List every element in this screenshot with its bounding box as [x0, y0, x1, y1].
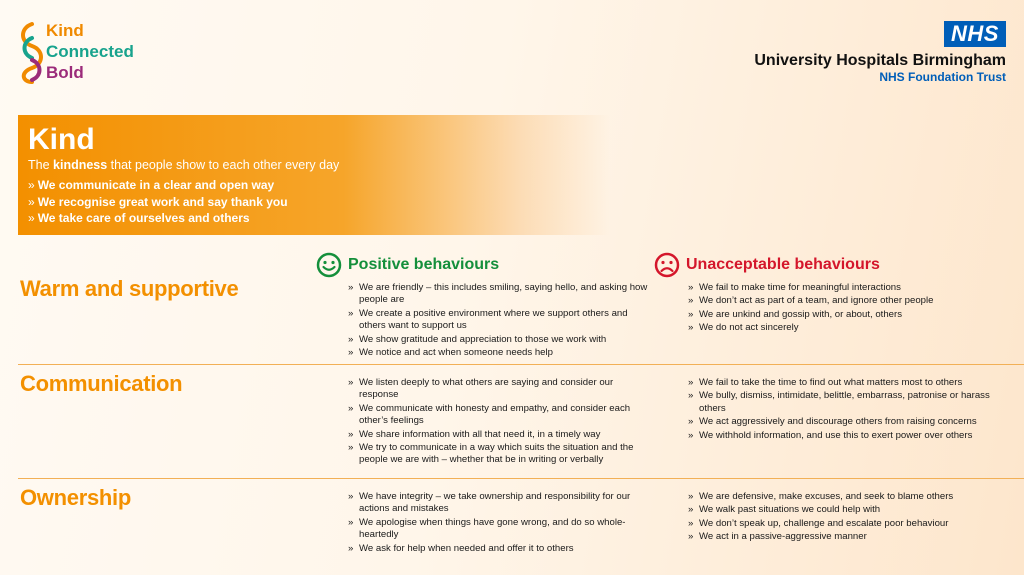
- list-item: » We withhold information, and use this to exert power over others: [688, 430, 1008, 442]
- list-item: » We don’t act as part of a team, and ignore other people: [688, 295, 1008, 307]
- list-item: » We have integrity – we take ownership and responsibility for our actions and mistakes: [348, 491, 653, 516]
- list-item: » We bully, dismiss, intimidate, belittle, embarrass, patronise or harass others: [688, 390, 1008, 415]
- section-divider: [18, 364, 1024, 365]
- logo-line-bold: Bold: [46, 63, 84, 82]
- list-item: » We notice and act when someone needs help: [348, 347, 653, 359]
- logo-line-connected: Connected: [46, 42, 134, 61]
- list-item: » We try to communicate in a way which suits the situation and the people we are with – whether that be in writing or verbally: [348, 442, 653, 467]
- sad-face-icon: [654, 252, 680, 278]
- banner-point: » We recognise great work and say thank you: [28, 194, 288, 209]
- smiley-face-icon: [316, 252, 342, 278]
- positive-list-ownership: [348, 491, 653, 556]
- unacceptable-list-ownership: [688, 491, 1008, 545]
- banner-point: » We communicate in a clear and open way: [28, 178, 275, 192]
- section-divider: [18, 478, 1024, 479]
- list-item: » We are friendly – this includes smiling, saying hello, and asking how people are: [348, 282, 653, 307]
- section-title-warm-and-supportive: Warm and supportive: [20, 276, 239, 301]
- list-item: » We do not act sincerely: [688, 322, 1008, 334]
- list-item: » We don’t speak up, challenge and escalate poor behaviour: [688, 518, 1008, 530]
- banner-point: » We take care of ourselves and others: [28, 211, 250, 225]
- list-item: » We listen deeply to what others are saying and consider our response: [348, 377, 653, 402]
- list-item: » We act in a passive-aggressive manner: [688, 531, 1008, 543]
- unacceptable-list-communication: [688, 377, 1008, 443]
- list-item: » We fail to make time for meaningful interactions: [688, 282, 1008, 294]
- list-item: » We show gratitude and appreciation to those we work with: [348, 334, 653, 346]
- list-item: » We communicate with honesty and empathy, and consider each other’s feelings: [348, 403, 653, 428]
- section-title-ownership: Ownership: [20, 485, 131, 510]
- trust-subtitle: NHS Foundation Trust: [879, 70, 1006, 84]
- list-item: » We are unkind and gossip with, or about, others: [688, 309, 1008, 321]
- banner-points: [28, 177, 288, 227]
- unacceptable-list-warm: [688, 282, 1008, 336]
- list-item: » We create a positive environment where we support others and others want to support us: [348, 308, 653, 333]
- list-item: » We walk past situations we could help with: [688, 504, 1008, 516]
- nhs-logo: NHS: [944, 21, 1006, 47]
- section-title-communication: Communication: [20, 371, 183, 396]
- kind-banner: [18, 115, 610, 235]
- list-item: » We apologise when things have gone wrong, and do so whole-heartedly: [348, 517, 653, 542]
- list-item: » We act aggressively and discourage others from raising concerns: [688, 416, 1008, 428]
- list-item: » We fail to take the time to find out what matters most to others: [688, 377, 1008, 389]
- list-item: » We share information with all that need it, in a timely way: [348, 429, 653, 441]
- kind-connected-bold-logo: [18, 20, 168, 90]
- list-item: » We ask for help when needed and offer it to others: [348, 543, 653, 555]
- list-item: » We are defensive, make excuses, and seek to blame others: [688, 491, 1008, 503]
- unacceptable-behaviours-header: Unacceptable behaviours: [654, 252, 880, 278]
- values-ribbon-icon: [18, 20, 48, 86]
- banner-subtitle: The kindness that people show to each other every day: [28, 158, 340, 172]
- positive-list-warm: [348, 282, 653, 360]
- positive-list-communication: [348, 377, 653, 468]
- banner-title: Kind: [28, 123, 95, 156]
- trust-name: University Hospitals Birmingham: [754, 52, 1006, 69]
- positive-behaviours-header: Positive behaviours: [316, 252, 499, 278]
- logo-line-kind: Kind: [46, 21, 84, 40]
